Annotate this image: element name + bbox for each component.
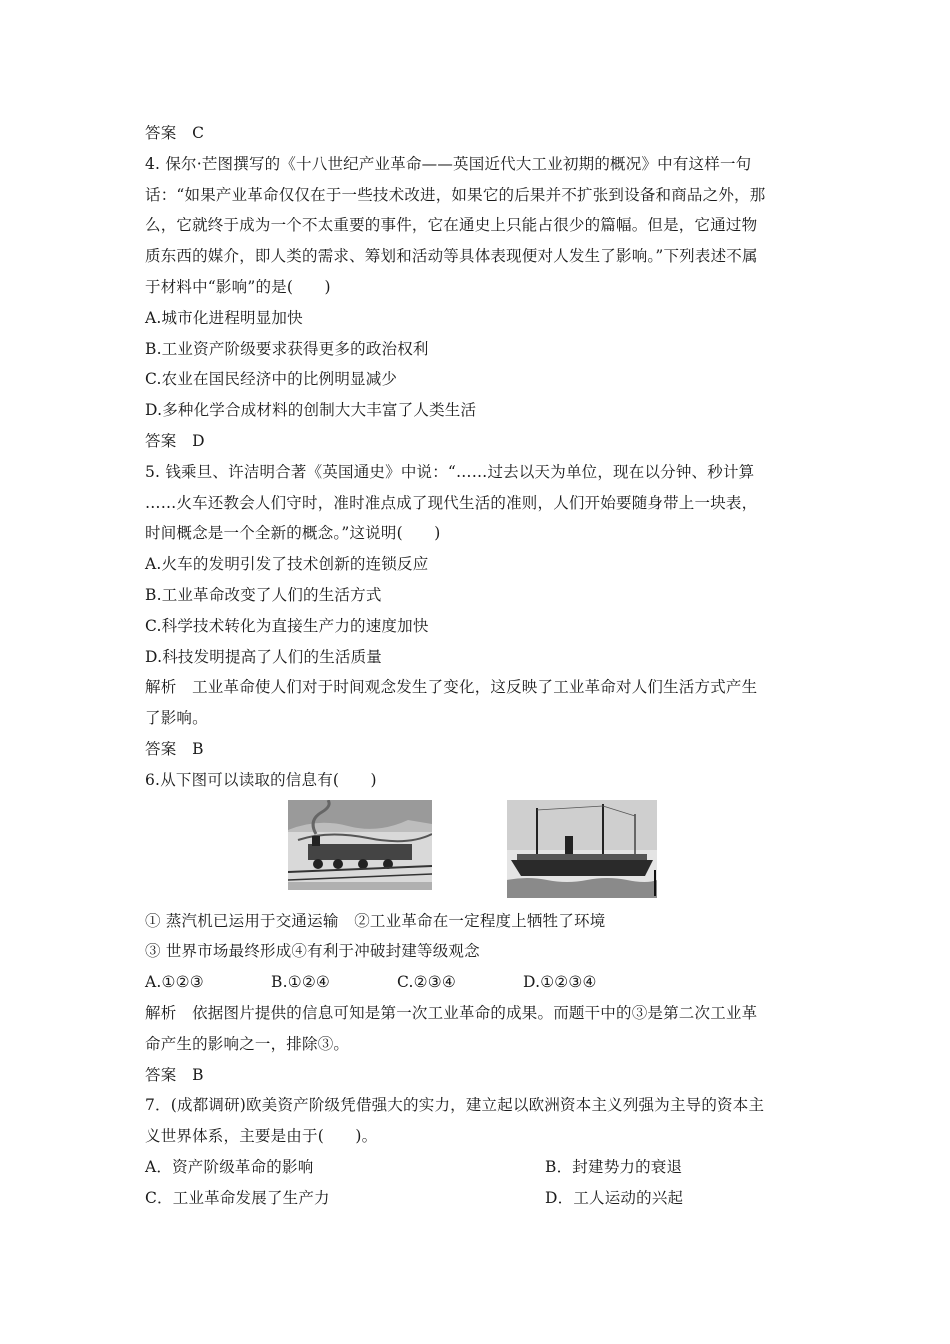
question-7-option-d: D．工人运动的兴起 [545, 1188, 684, 1207]
question-5-option-b: B.工业革命改变了人们的生活方式 [145, 585, 382, 604]
explanation-6-line-1: 解析 依据图片提供的信息可知是第一次工业革命的成果。而题干中的③是第二次工业革 [145, 1003, 758, 1022]
question-6-option-c: C.②③④ [397, 973, 456, 992]
question-4-line-5: 于材料中“影响”的是( ) [145, 277, 331, 296]
steamship-engraving-image [507, 800, 657, 898]
question-5-option-d: D.科技发明提高了人们的生活质量 [145, 647, 383, 666]
question-6-stem: 6.从下图可以读取的信息有( ) [145, 770, 377, 789]
question-7-line-2: 义世界体系，主要是由于( )。 [145, 1127, 378, 1146]
question-5-line-1: 5. 钱乘旦、许洁明合著《英国通史》中说：“……过去以天为单位，现在以分钟、秒计算 [145, 462, 755, 481]
question-6-option-a: A.①②③ [145, 973, 204, 992]
explanation-5-line-2: 了影响。 [145, 709, 208, 728]
question-4-option-c: C.农业在国民经济中的比例明显减少 [145, 370, 398, 389]
question-4-option-b: B.工业资产阶级要求获得更多的政治权利 [145, 339, 429, 358]
question-4-line-1: 4. 保尔·芒图撰写的《十八世纪产业革命——英国近代大工业初期的概况》中有这样一句 [145, 154, 752, 173]
question-6-option-b: B.①②④ [271, 973, 331, 992]
question-6-option-d: D.①②③④ [523, 973, 597, 992]
question-7-option-b: B．封建势力的衰退 [545, 1157, 683, 1176]
question-7-line-1: 7．(成都调研)欧美资产阶级凭借强大的实力，建立起以欧洲资本主义列强为主导的资本主 [145, 1096, 765, 1115]
question-7-option-c: C．工业革命发展了生产力 [145, 1188, 330, 1207]
question-5-option-c: C.科学技术转化为直接生产力的速度加快 [145, 616, 429, 635]
question-4-option-a: A.城市化进程明显加快 [145, 308, 303, 327]
train-engraving-image [288, 800, 432, 890]
question-5-line-2: ……火车还教会人们守时，准时准点成了现代生活的准则，人们开始要随身带上一块表， [145, 493, 758, 512]
answer-4: 答案 D [145, 431, 205, 450]
answer-3: 答案 C [145, 124, 205, 142]
question-4-line-3: 么，它就终于成为一个不太重要的事件，它在通史上只能占很少的篇幅。但是，它通过物 [145, 216, 758, 235]
answer-6: 答案 B [145, 1065, 204, 1084]
question-5-line-3: 时间概念是一个全新的概念。”这说明( ) [145, 524, 441, 543]
question-6-options [145, 967, 810, 998]
question-6-figures [145, 800, 810, 904]
question-4-line-4: 质东西的媒介，即人类的需求、筹划和活动等具体表现便对人发生了影响。”下列表述不属 [145, 247, 758, 266]
question-7-options-row-1 [145, 1152, 810, 1183]
question-5-option-a: A.火车的发明引发了技术创新的连锁反应 [145, 555, 429, 574]
explanation-6-line-2: 命产生的影响之一，排除③。 [145, 1034, 350, 1053]
question-4-option-d: D.多种化学合成材料的创制大大丰富了人类生活 [145, 401, 477, 420]
question-7-option-a: A．资产阶级革命的影响 [145, 1157, 314, 1176]
question-6-statement-2: ③ 世界市场最终形成④有利于冲破封建等级观念 [145, 942, 480, 961]
document-page [145, 118, 810, 1214]
question-4-line-2: 话：“如果产业革命仅仅在于一些技术改进，如果它的后果并不扩张到设备和商品之外，那 [145, 185, 766, 204]
answer-5: 答案 B [145, 739, 204, 758]
question-6-statement-1: ① 蒸汽机已运用于交通运输 ②工业革命在一定程度上牺牲了环境 [145, 911, 606, 930]
question-7-options-row-2 [145, 1183, 810, 1214]
explanation-5-line-1: 解析 工业革命使人们对于时间观念发生了变化，这反映了工业革命对人们生活方式产生 [145, 678, 758, 697]
